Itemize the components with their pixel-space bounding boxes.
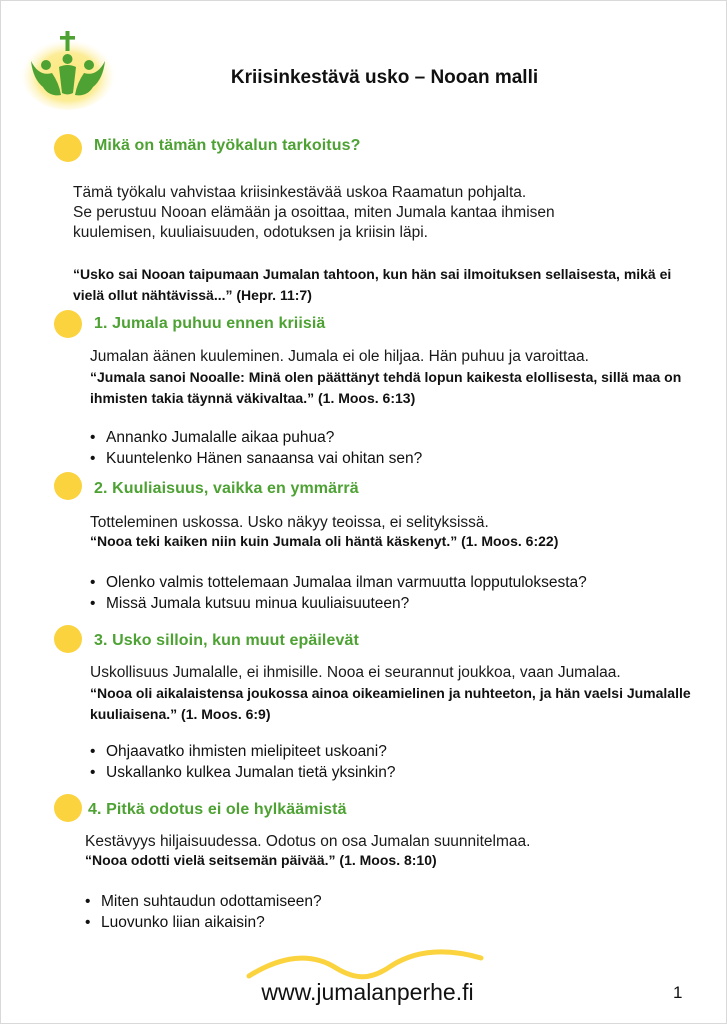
- section-4-text: Kestävyys hiljaisuudessa. Odotus on osa Jumalan suunnitelmaa.: [85, 833, 531, 850]
- section-2-heading: 2. Kuuliaisuus, vaikka en ymmärrä: [94, 480, 359, 497]
- quote-line: kuuliaisena.” (1. Moos. 6:9): [90, 706, 271, 722]
- page-title: Kriisinkestävä usko – Nooan malli: [230, 67, 539, 88]
- quote-line: “Jumala sanoi Nooalle: Minä olen päättänyt tehdä lopun kaikesta elollisesta, sillä maa on: [90, 369, 682, 385]
- section-bullet-dot: [54, 134, 82, 162]
- page-number: 1: [673, 983, 683, 1002]
- section-1-quote: [90, 367, 681, 409]
- section-4-questions: [85, 891, 322, 933]
- section-3-quote: [90, 683, 691, 725]
- quote-line: “Nooa odotti vielä seitsemän päivää.” (1. Moos. 8:10): [85, 852, 437, 868]
- quote-line: “Usko sai Nooan taipumaan Jumalan tahtoon, kun hän sai ilmoituksen sellaisesta, mikä ei: [73, 266, 672, 282]
- section-1-text: Jumalan äänen kuuleminen. Jumala ei ole hiljaa. Hän puhuu ja varoittaa.: [90, 348, 589, 365]
- list-item: • Annanko Jumalalle aikaa puhua?: [90, 427, 422, 448]
- list-item: • Miten suhtaudun odottamiseen?: [85, 891, 322, 912]
- section-3-heading: 3. Usko silloin, kun muut epäilevät: [94, 632, 359, 649]
- section-4-quote: [85, 850, 437, 871]
- section-1-heading: 1. Jumala puhuu ennen kriisiä: [94, 315, 326, 332]
- quote-line: “Nooa teki kaiken niin kuin Jumala oli häntä käskenyt.” (1. Moos. 6:22): [90, 533, 559, 549]
- list-item: • Luovunko liian aikaisin?: [85, 912, 322, 933]
- section-bullet-dot: [54, 472, 82, 500]
- section-2-questions: [90, 572, 587, 614]
- section-2-text: Totteleminen uskossa. Usko näkyy teoissa, ei selityksissä.: [90, 514, 489, 531]
- section-3-text: Uskollisuus Jumalalle, ei ihmisille. Nooa ei seurannut joukkoa, vaan Jumalaa.: [90, 664, 621, 681]
- intro-text: [73, 183, 555, 243]
- footer-website-link[interactable]: www.jumalanperhe.fi: [261, 979, 474, 1005]
- quote-line: ihmisten takia täynnä väkivaltaa.” (1. Moos. 6:13): [90, 390, 416, 406]
- list-item: • Olenko valmis tottelemaan Jumalaa ilman varmuutta lopputuloksesta?: [90, 572, 587, 593]
- section-4-heading: 4. Pitkä odotus ei ole hylkäämistä: [88, 801, 347, 818]
- intro-line: Se perustuu Nooan elämään ja osoittaa, miten Jumala kantaa ihmisen: [73, 204, 555, 221]
- intro-line: kuulemisen, kuuliaisuuden, odotuksen ja kriisin läpi.: [73, 224, 428, 241]
- intro-line: Tämä työkalu vahvistaa kriisinkestävää uskoa Raamatun pohjalta.: [73, 184, 527, 201]
- section-bullet-dot: [54, 794, 82, 822]
- quote-line: “Nooa oli aikalaistensa joukossa ainoa oikeamielinen ja nuhteeton, ja hän vaelsi Jumalalle: [90, 685, 691, 701]
- list-item: • Kuuntelenko Hänen sanaansa vai ohitan sen?: [90, 448, 422, 469]
- quote-line: vielä ollut nähtävissä...” (Hepr. 11:7): [73, 287, 312, 303]
- list-item: • Missä Jumala kutsuu minua kuuliaisuuteen?: [90, 593, 587, 614]
- section-1-questions: [90, 427, 422, 469]
- intro-heading: Mikä on tämän työkalun tarkoitus?: [94, 137, 361, 154]
- list-item: • Ohjaavatko ihmisten mielipiteet uskoani?: [90, 741, 395, 762]
- section-3-questions: [90, 741, 395, 783]
- intro-quote: [73, 264, 671, 306]
- list-item: • Uskallanko kulkea Jumalan tietä yksinkin?: [90, 762, 395, 783]
- section-bullet-dot: [54, 310, 82, 338]
- section-2-quote: [90, 531, 558, 552]
- section-bullet-dot: [54, 625, 82, 653]
